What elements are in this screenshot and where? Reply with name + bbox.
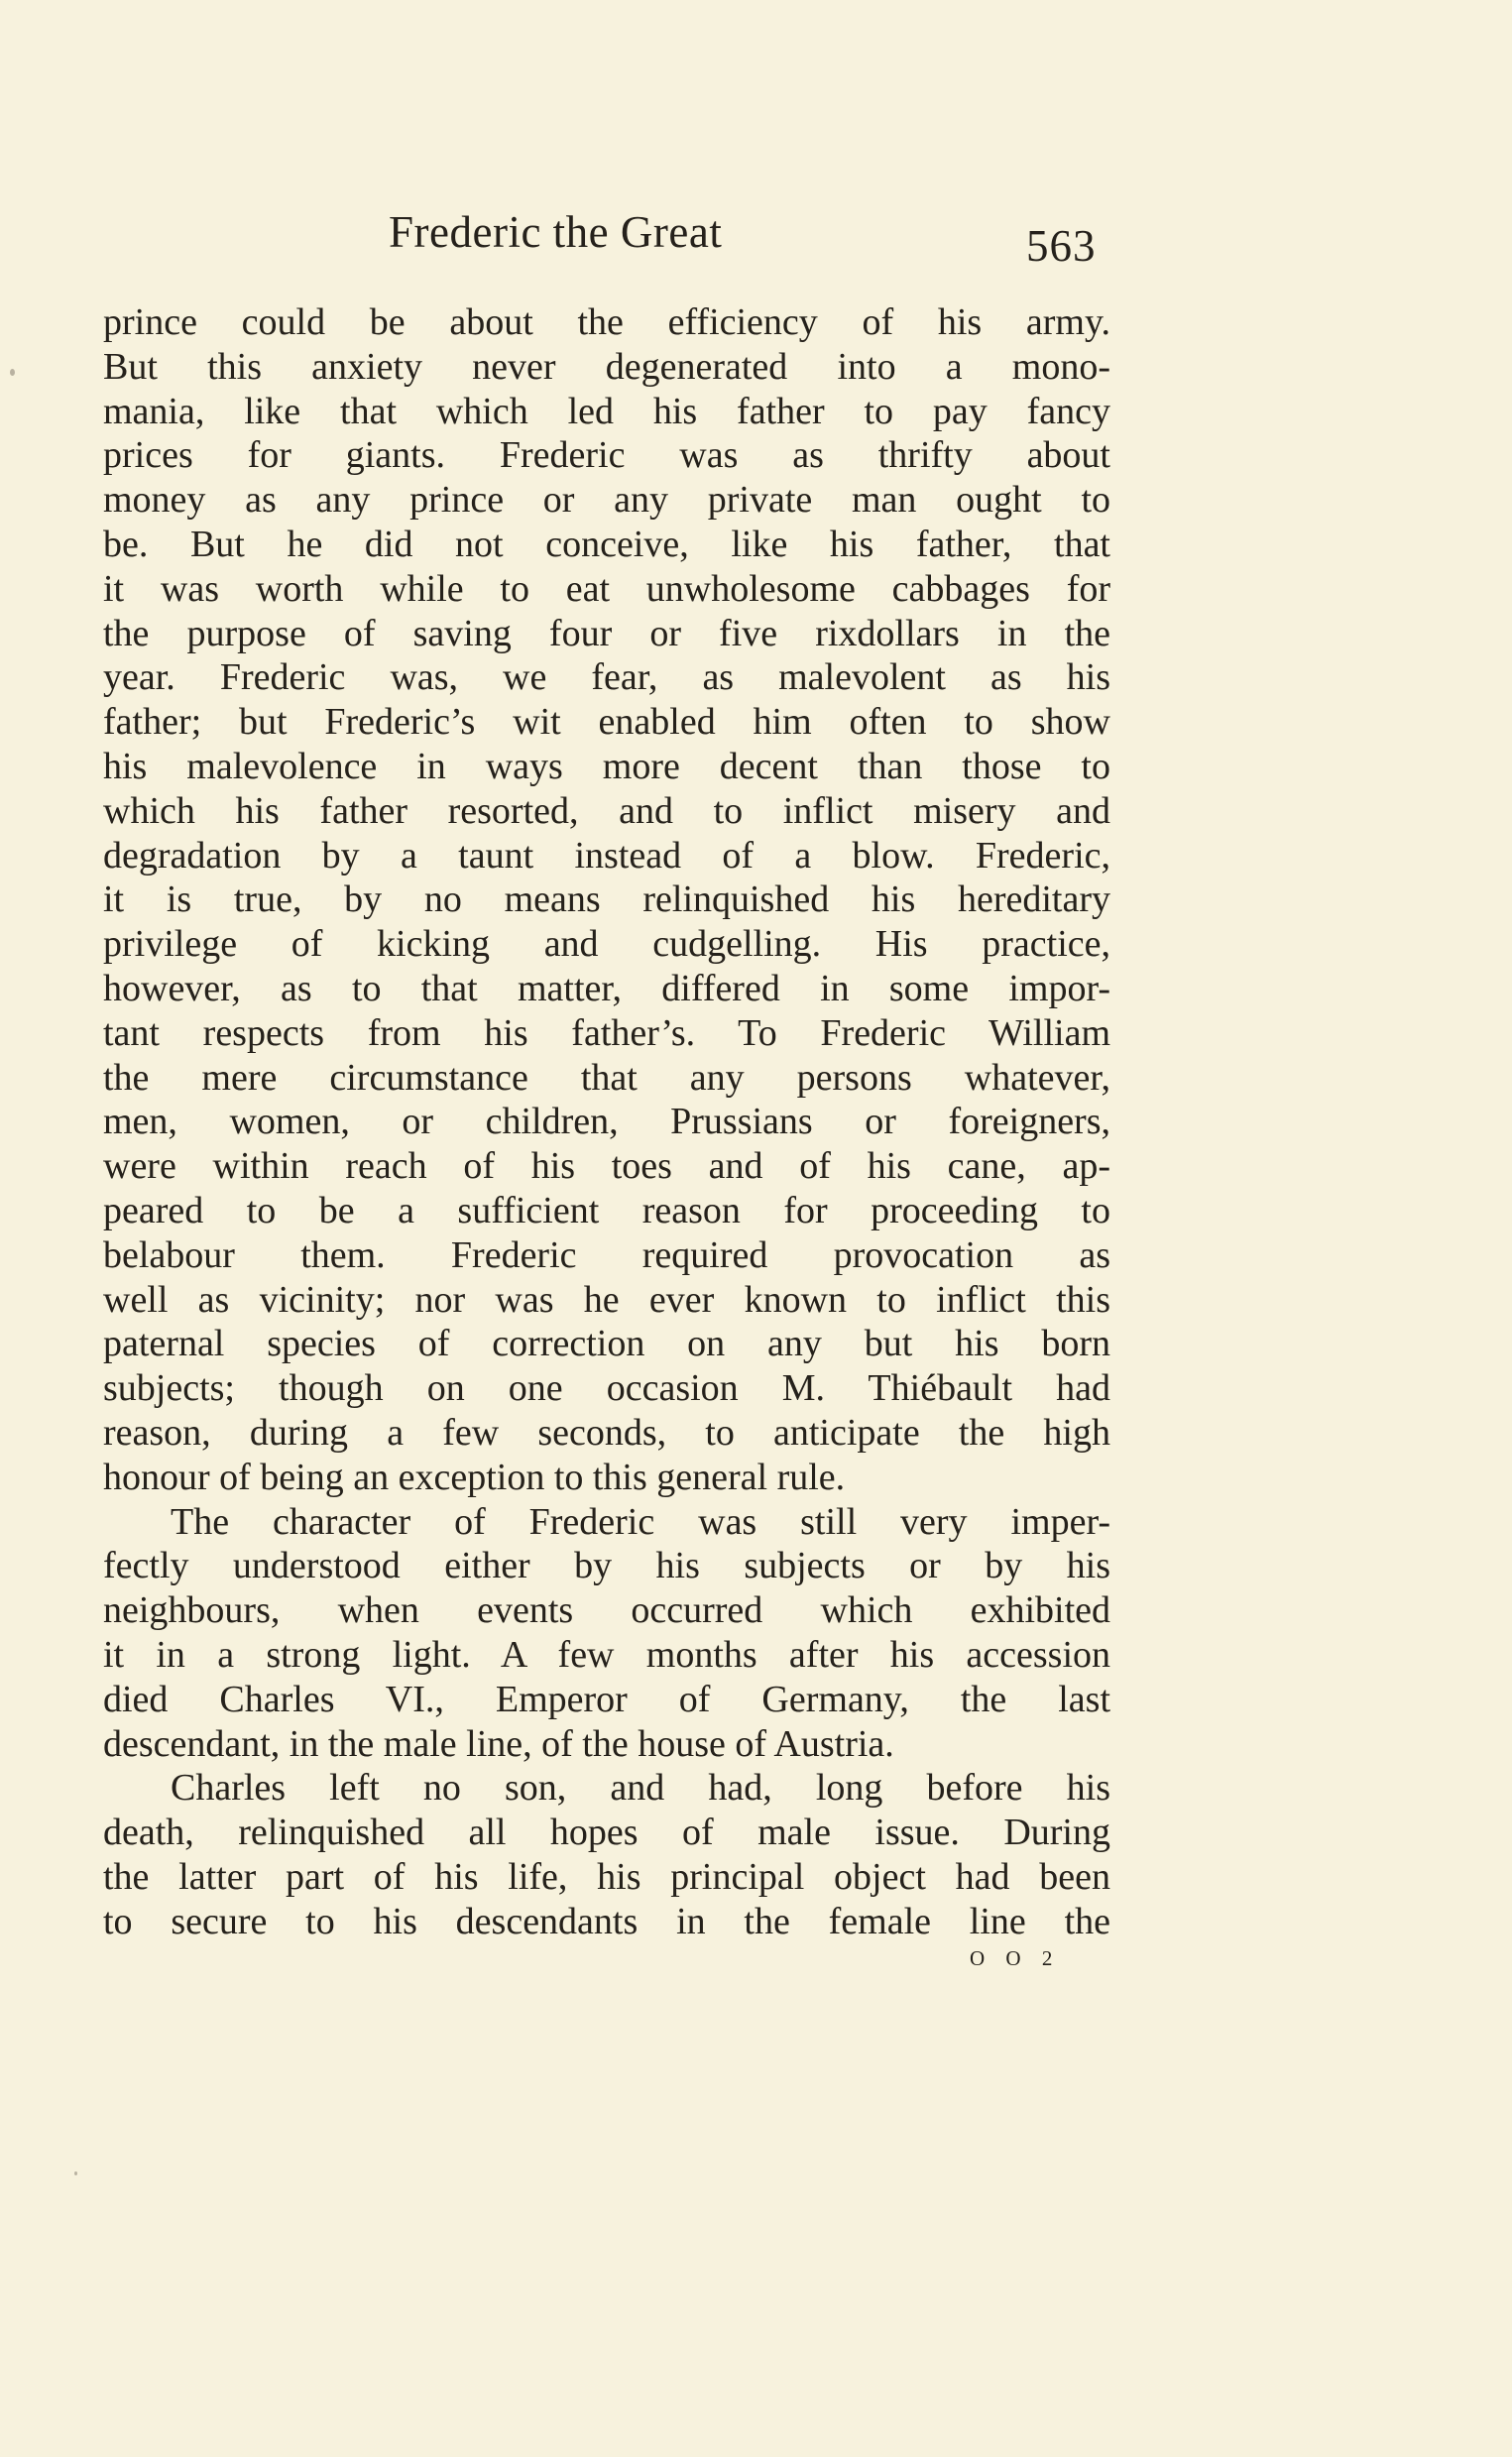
text-line: the mere circumstance that any persons whatever, bbox=[103, 1056, 1110, 1099]
text-line: it was worth while to eat unwholesome cabbages for bbox=[103, 567, 1110, 610]
text-line: well as vicinity; nor was he ever known to inflict this bbox=[103, 1278, 1110, 1321]
text-line: fectly understood either by his subjects or by his bbox=[103, 1545, 1110, 1587]
text-line: it in a strong light. A few months after his accession bbox=[103, 1633, 1110, 1676]
text-line: it is true, by no means relinquished his hereditary bbox=[103, 878, 1110, 921]
text-line: which his father resorted, and to inflict misery and bbox=[103, 789, 1110, 832]
text-line: prices for giants. Frederic was as thrifty about bbox=[103, 434, 1110, 477]
paper-speck bbox=[74, 2171, 77, 2175]
text-line: reason, during a few seconds, to anticipate the high bbox=[103, 1411, 1110, 1454]
text-line: paternal species of correction on any but his born bbox=[103, 1323, 1110, 1365]
text-line: neighbours, when events occurred which exhibited bbox=[103, 1589, 1110, 1632]
body-text bbox=[103, 300, 1110, 1943]
running-head: Frederic the Great bbox=[389, 207, 723, 257]
text-line: money as any prince or any private man ought to bbox=[103, 479, 1110, 522]
text-line: year. Frederic was, we fear, as malevolent as his bbox=[103, 656, 1110, 699]
text-line: peared to be a sufficient reason for proceeding to bbox=[103, 1189, 1110, 1231]
text-line: death, relinquished all hopes of male issue. During bbox=[103, 1812, 1110, 1854]
page-number: 563 bbox=[1026, 221, 1097, 271]
text-line: subjects; though on one occasion M. Thiébault had bbox=[103, 1367, 1110, 1410]
paper-speck bbox=[10, 369, 15, 376]
text-line: were within reach of his toes and of his cane, ap- bbox=[103, 1145, 1110, 1188]
text-line: however, as to that matter, differed in some impor- bbox=[103, 967, 1110, 1009]
text-line: the purpose of saving four or five rixdollars in the bbox=[103, 612, 1110, 654]
paragraph-start-line: The character of Frederic was still very imper- bbox=[171, 1500, 1110, 1543]
text-line: father; but Frederic’s wit enabled him often to show bbox=[103, 701, 1110, 744]
paragraph-end-line: descendant, in the male line, of the house of Austria. bbox=[103, 1722, 894, 1765]
text-line: belabour them. Frederic required provocation as bbox=[103, 1233, 1110, 1276]
text-line: privilege of kicking and cudgelling. His practice, bbox=[103, 923, 1110, 966]
text-line: died Charles VI., Emperor of Germany, the last bbox=[103, 1678, 1110, 1720]
paragraph-end-line: honour of being an exception to this general rule. bbox=[103, 1456, 846, 1498]
text-line: to secure to his descendants in the female line the bbox=[103, 1900, 1110, 1942]
signature-mark: O O 2 bbox=[970, 1946, 1061, 1970]
text-line: mania, like that which led his father to pay fancy bbox=[103, 390, 1110, 432]
paragraph-start-line: Charles left no son, and had, long before his bbox=[171, 1767, 1110, 1810]
text-line: his malevolence in ways more decent than those to bbox=[103, 745, 1110, 787]
text-line: tant respects from his father’s. To Frederic William bbox=[103, 1011, 1110, 1054]
text-line: prince could be about the efficiency of his army. bbox=[103, 301, 1110, 343]
text-line: degradation by a taunt instead of a blow. Frederic, bbox=[103, 834, 1110, 877]
text-line: be. But he did not conceive, like his father, that bbox=[103, 523, 1110, 565]
text-line: But this anxiety never degenerated into a mono- bbox=[103, 345, 1110, 388]
text-line: the latter part of his life, his principal object had been bbox=[103, 1855, 1110, 1898]
text-line: men, women, or children, Prussians or foreigners, bbox=[103, 1101, 1110, 1143]
